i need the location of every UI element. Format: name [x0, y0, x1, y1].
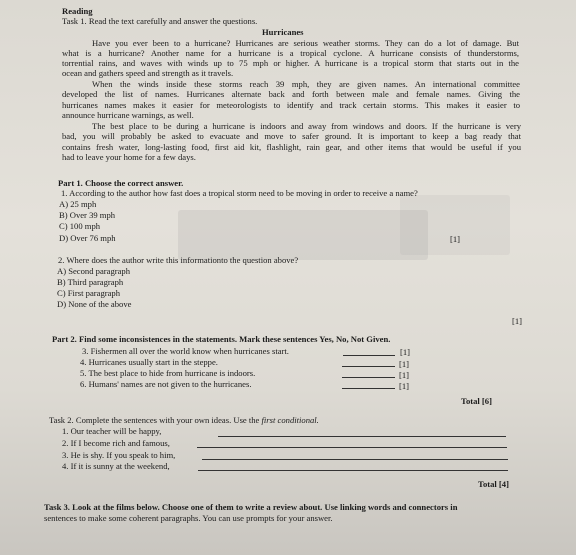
answer-blank-5[interactable]: [342, 377, 395, 378]
part2-title: Part 2. Find some inconsistences in the statements. Mark these sentences Yes, No, Not Given.: [52, 334, 391, 344]
bleed-through-picture-2: [400, 195, 510, 255]
text-line-4: ocean and gathers speed and strength as it travels.: [62, 68, 234, 78]
q1-mark: [1]: [450, 234, 461, 244]
q2-mark: [1]: [512, 316, 523, 326]
task2-blank-3[interactable]: [202, 459, 508, 460]
text-line-2: what is a hurricane? Another name for a hurricane is a tropical cyclone. A hurricane consists of thunderstorms,: [62, 48, 519, 58]
task2-title: [49, 415, 319, 425]
text-title: Hurricanes: [262, 27, 304, 37]
task3-title: Task 3. Look at the films below. Choose one of them to write a review about. Use linking words and connectors in: [44, 502, 458, 512]
task2-item-2: 2. If I become rich and famous,: [62, 438, 170, 448]
statement-5: 5. The best place to hide from hurricane is indoors.: [80, 368, 256, 378]
text-line-5: When the winds inside these storms reach 39 mph, they are given names. An international committee: [92, 79, 520, 89]
task2-title-text: Task 2. Complete the sentences with your own ideas. Use the: [49, 415, 262, 425]
task2-title-italic: first conditional.: [261, 415, 319, 425]
answer-blank-6[interactable]: [342, 388, 395, 389]
text-line-11: contains fresh water, long-lasting food, first aid kit, flashlight, rain gear, and other items that would be useful if you: [62, 142, 521, 152]
q2-option-c: C) First paragraph: [57, 288, 121, 298]
statement-6: 6. Humans' names are not given to the hurricanes.: [80, 379, 252, 389]
question-2: 2. Where does the author write this informationto the question above?: [58, 255, 299, 265]
task2-item-3: 3. He is shy. If you speak to him,: [62, 450, 176, 460]
text-line-8: announce hurricane warnings, as well.: [62, 110, 194, 120]
q2-option-b: B) Third paragraph: [57, 277, 124, 287]
task2-blank-4[interactable]: [198, 470, 508, 471]
answer-blank-4[interactable]: [342, 366, 395, 367]
task2-item-1: 1. Our teacher will be happy,: [62, 426, 162, 436]
text-line-7: hurricanes names makes it easier for meteorologists to identify and track certain storms. This makes it easier to: [62, 100, 520, 110]
q2-option-a: A) Second paragraph: [57, 266, 131, 276]
q1-option-a: A) 25 mph: [59, 199, 97, 209]
task2-item-4: 4. If it is sunny at the weekend,: [62, 461, 170, 471]
task3-line-2: sentences to make some coherent paragraphs. You can use prompts for your answer.: [44, 513, 333, 523]
statement-5-mark: [1]: [399, 370, 410, 380]
statement-6-mark: [1]: [399, 381, 410, 391]
question-1: 1. According to the author how fast does a tropical storm need to be moving in order to receive a name?: [61, 188, 418, 198]
part1-title: Part 1. Choose the correct answer.: [58, 178, 184, 188]
q1-option-b: B) Over 39 mph: [59, 210, 116, 220]
q2-option-d: D) None of the above: [57, 299, 132, 309]
q1-option-c: C) 100 mph: [59, 221, 101, 231]
statement-3: 3. Fishermen all over the world know when hurricanes start.: [82, 346, 289, 356]
text-line-1: Have you ever been to a hurricane? Hurricanes are serious weather storms. They can do a lot of damage. But: [92, 38, 519, 48]
task2-blank-2[interactable]: [197, 447, 507, 448]
task1-title: Task 1. Read the text carefully and answer the questions.: [62, 16, 258, 26]
task2-blank-1[interactable]: [218, 436, 506, 437]
text-line-6: developed the list of names. Hurricanes alternate back and forth between male and female names. Giving the: [62, 89, 520, 99]
task2-total: Total [4]: [478, 479, 509, 489]
bleed-through-picture: [178, 210, 428, 260]
part2-total: Total [6]: [461, 396, 492, 406]
statement-4-mark: [1]: [399, 359, 410, 369]
statement-4: 4. Hurricanes usually start in the steppe.: [80, 357, 218, 367]
text-line-3: torrential rains, and waves with winds up to 75 mph or higher. A hurricane is a tropical storm that starts out in the: [62, 58, 519, 68]
statement-3-mark: [1]: [400, 347, 411, 357]
text-line-12: had to leave your home for a few days.: [62, 152, 196, 162]
answer-blank-3[interactable]: [343, 355, 395, 356]
text-line-10: bad, you will probably be asked to evacuate and move to safer ground. It is important to keep a bag ready that: [62, 131, 521, 141]
q1-option-d: D) Over 76 mph: [59, 233, 116, 243]
section-heading: Reading: [62, 6, 93, 16]
text-line-9: The best place to be during a hurricane is indoors and away from windows and doors. If the hurricane is very: [92, 121, 521, 131]
